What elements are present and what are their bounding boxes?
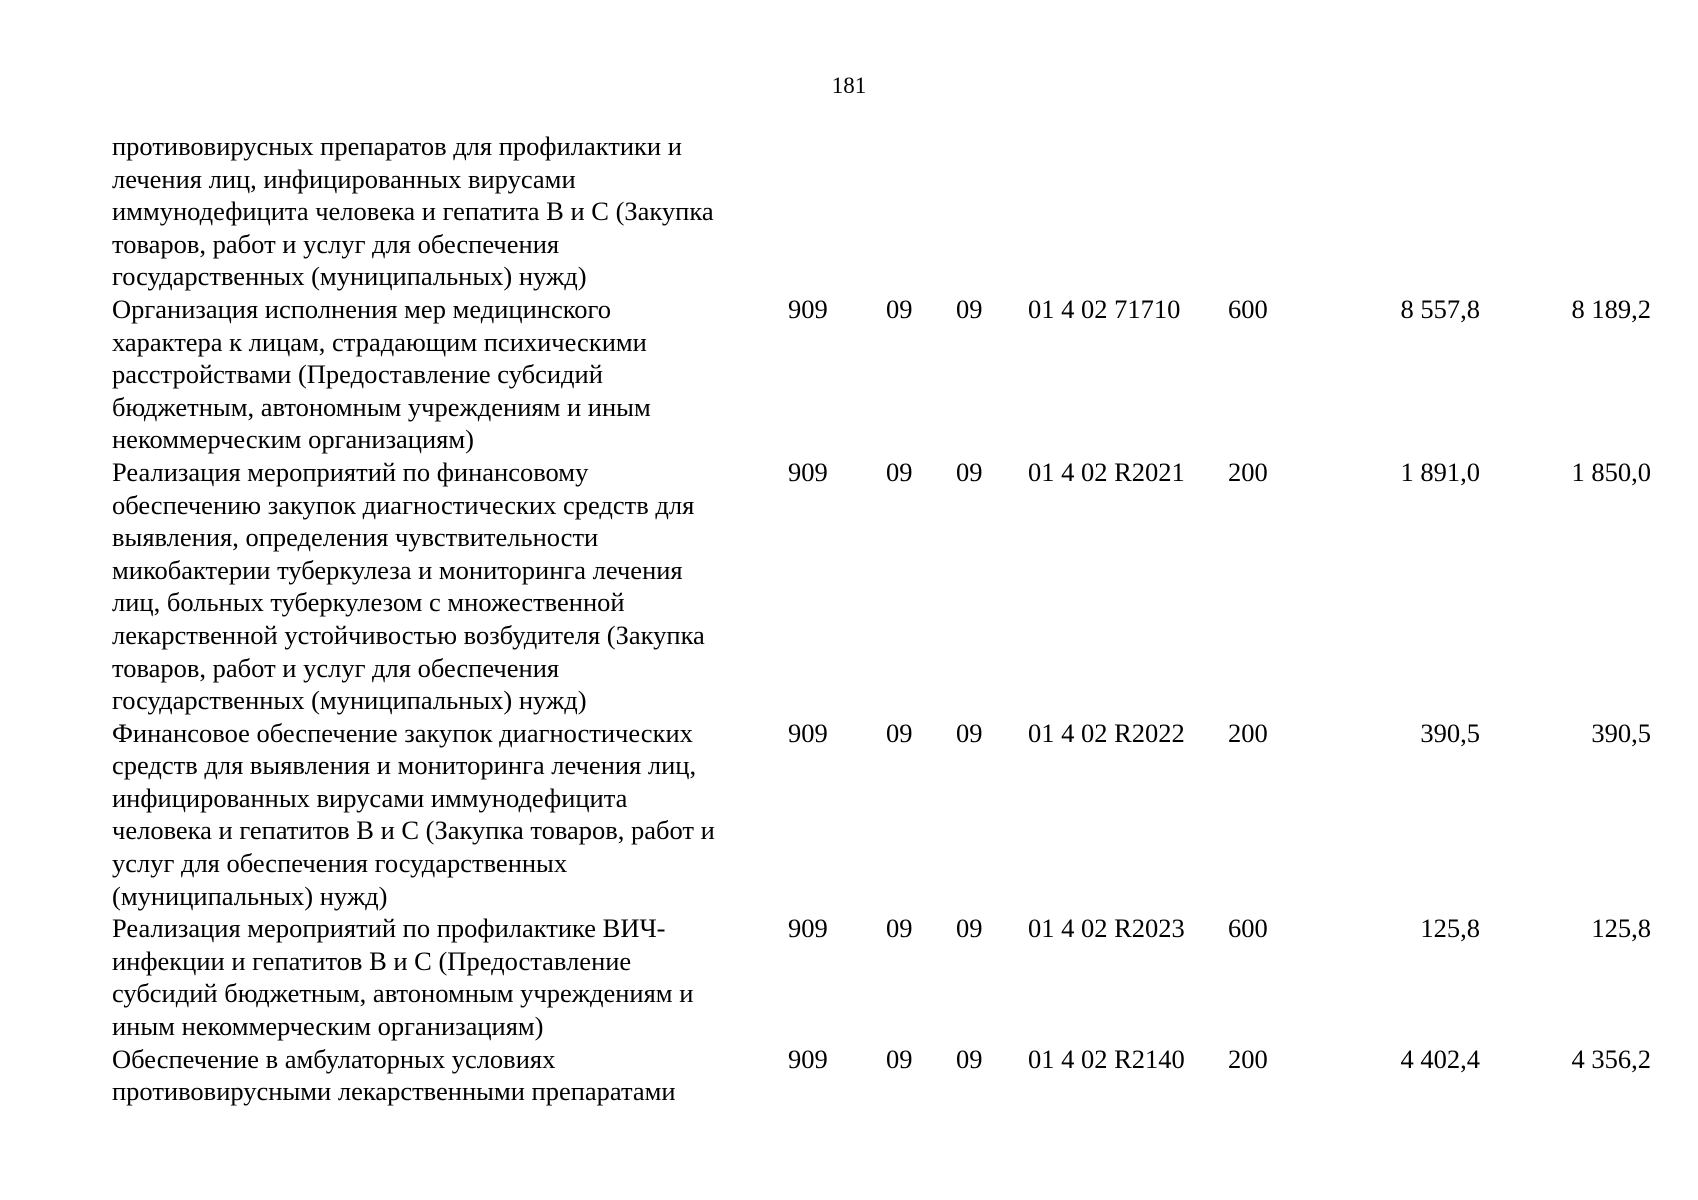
target-item-code xyxy=(1026,130,1228,293)
description-line: государственных (муниципальных) нужд) xyxy=(112,261,587,292)
row-description xyxy=(112,456,788,717)
amount-second-year: 4 356,2 xyxy=(1571,1043,1651,1074)
table-row xyxy=(112,1043,1651,1108)
expense-type-code: 200 xyxy=(1228,717,1268,748)
description-line: выявления, определения чувствительности xyxy=(112,522,599,553)
target-item-code: 01 4 02 R2023 xyxy=(1028,913,1185,944)
description-line: характера к лицам, страдающим психическими xyxy=(112,326,647,357)
expense-type-code: 200 xyxy=(1228,1043,1268,1074)
description-line: расстройствами (Предоставление субсидий xyxy=(112,359,603,390)
ministry-code: 909 xyxy=(788,1043,828,1074)
amount-second-year: 125,8 xyxy=(1591,913,1651,944)
ministry-code: 909 xyxy=(788,717,828,748)
ministry-code: 909 xyxy=(788,913,828,944)
amount-second-year xyxy=(1480,130,1651,293)
row-description xyxy=(112,293,788,456)
description-line: услуг для обеспечения государственных xyxy=(112,848,568,879)
amount-second-year: 8 189,2 xyxy=(1571,293,1651,324)
subsection-code: 09 xyxy=(956,456,983,487)
ministry-code: 909 xyxy=(788,293,828,324)
page-number: 181 xyxy=(831,73,867,98)
description-line: противовирусных препаратов для профилактики и xyxy=(112,131,682,161)
description-line: инфекции и гепатитов В и С (Предоставление xyxy=(112,945,632,976)
amount-first-year: 8 557,8 xyxy=(1400,293,1480,324)
description-line: инфицированных вирусами иммунодефицита xyxy=(112,782,628,813)
subsection-code: 09 xyxy=(956,1043,983,1074)
amount-first-year: 390,5 xyxy=(1420,717,1480,748)
amount-second-year: 1 850,0 xyxy=(1571,456,1651,487)
description-line: лиц, больных туберкулезом с множественной xyxy=(112,587,625,618)
subsection-code: 09 xyxy=(956,913,983,944)
expense-type-code: 600 xyxy=(1228,913,1268,944)
description-line: государственных (муниципальных) нужд) xyxy=(112,685,587,716)
budget-table xyxy=(112,130,1651,1108)
description-line: Реализация мероприятий по финансовому xyxy=(112,456,589,487)
description-line: Обеспечение в амбулаторных условиях xyxy=(112,1043,556,1074)
description-line: некоммерческим организациям) xyxy=(112,424,474,455)
expense-type-code: 200 xyxy=(1228,456,1268,487)
target-item-code: 01 4 02 R2140 xyxy=(1028,1043,1185,1074)
target-item-code: 01 4 02 R2021 xyxy=(1028,456,1185,487)
expense-type-code: 600 xyxy=(1228,293,1268,324)
subsection-code: 09 xyxy=(956,293,983,324)
description-line: (муниципальных) нужд) xyxy=(112,880,388,911)
section-code: 09 xyxy=(886,717,913,748)
amount-first-year: 125,8 xyxy=(1420,913,1480,944)
row-description xyxy=(112,717,788,913)
subsection-code: 09 xyxy=(956,717,983,748)
table-row xyxy=(112,456,1651,717)
ministry-code: 909 xyxy=(788,456,828,487)
expense-type-code xyxy=(1228,130,1328,293)
row-description xyxy=(112,912,788,1042)
description-line: Финансовое обеспечение закупок диагностических xyxy=(112,717,693,748)
section-code: 09 xyxy=(886,456,913,487)
description-line: субсидий бюджетным, автономным учреждениям и xyxy=(112,978,694,1009)
table-row xyxy=(112,912,1651,1042)
description-line: товаров, работ и услуг для обеспечения xyxy=(112,652,560,683)
section-code: 09 xyxy=(886,913,913,944)
description-line: товаров, работ и услуг для обеспечения xyxy=(112,228,560,259)
table-row xyxy=(112,717,1651,913)
section-code: 09 xyxy=(886,293,913,324)
description-line: иным некоммерческим организациям) xyxy=(112,1011,544,1042)
section-code: 09 xyxy=(886,1043,913,1074)
description-line: противовирусными лекарственными препаратами xyxy=(112,1076,676,1107)
description-line: лечения лиц, инфицированных вирусами xyxy=(112,163,576,194)
row-description xyxy=(112,130,788,293)
amount-first-year: 1 891,0 xyxy=(1400,456,1480,487)
table-row xyxy=(112,293,1651,456)
section-code xyxy=(886,130,956,293)
subsection-code xyxy=(956,130,1026,293)
description-line: лекарственной устойчивостью возбудителя (Закупка xyxy=(112,619,705,650)
target-item-code: 01 4 02 71710 xyxy=(1028,293,1181,324)
row-description xyxy=(112,1043,788,1108)
amount-first-year: 4 402,4 xyxy=(1400,1043,1480,1074)
amount-second-year: 390,5 xyxy=(1591,717,1651,748)
table-body xyxy=(112,130,1651,1108)
description-line: человека и гепатитов В и С (Закупка товаров, работ и xyxy=(112,815,715,846)
ministry-code xyxy=(788,130,886,293)
description-line: Реализация мероприятий по профилактике ВИЧ- xyxy=(112,913,666,944)
description-line: обеспечению закупок диагностических средств для xyxy=(112,489,695,520)
description-line: иммунодефицита человека и гепатита В и С (Закупка xyxy=(112,196,714,227)
description-line: микобактерии туберкулеза и мониторинга лечения xyxy=(112,554,683,585)
table-row xyxy=(112,130,1651,293)
description-line: Организация исполнения мер медицинского xyxy=(112,293,611,324)
amount-first-year xyxy=(1328,130,1480,293)
description-line: средств для выявления и мониторинга лечения лиц, xyxy=(112,750,697,781)
description-line: бюджетным, автономным учреждениям и иным xyxy=(112,391,651,422)
target-item-code: 01 4 02 R2022 xyxy=(1028,717,1185,748)
